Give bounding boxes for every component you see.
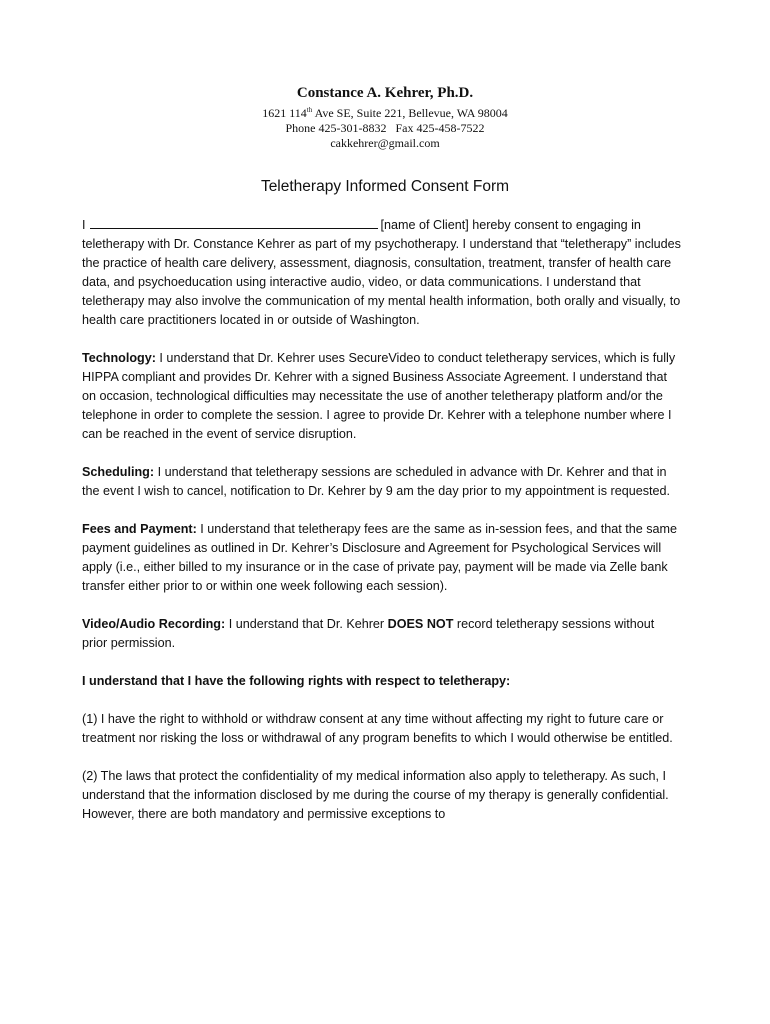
rights-heading: I understand that I have the following rights with respect to teletherapy: [82,674,511,688]
practitioner-name: Constance A. Kehrer, Ph.D. [296,85,474,101]
address-suffix: th [306,106,313,114]
scheduling-heading: Scheduling: [82,465,155,479]
fees-paragraph [82,520,682,596]
fees-heading: Fees and Payment: [82,522,197,536]
form-title: Teletherapy Informed Consent Form [260,178,510,195]
recording-text-before: I understand that Dr. Kehrer [225,617,388,631]
recording-emphasis: DOES NOT [387,617,454,631]
right-item-2: (2) The laws that protect the confidentiality of my medical information also apply to teletherapy. As such, I understand that the information disclosed by me during the course of my therapy is generally confidential. However, there are both mandatory and permissive exceptions to [82,769,669,821]
recording-text-after: record teletherapy sessions without prior permission. [82,617,655,650]
letterhead [0,84,770,151]
scheduling-text: I understand that teletherapy sessions are scheduled in advance with Dr. Kehrer and that in the event I wish to cancel, notification to Dr. Kehrer by 9 am the day prior to my appointment is requested. [82,465,671,498]
recording-heading: Video/Audio Recording: [82,617,226,631]
client-name-blank[interactable] [90,216,378,229]
technology-text: I understand that Dr. Kehrer uses SecureVideo to conduct teletherapy services, which is fully HIPPA compliant and provides Dr. Kehrer with a signed Business Associate Agreement. I understand that on occasion, technological difficulties may necessitate the use of another teletherapy platform and/or the telephone in order to complete the session. I agree to provide Dr. Kehrer with a telephone number where I can be reached in the event of service disruption. [82,351,676,441]
intro-prefix: I [82,218,86,232]
scheduling-paragraph [82,463,682,501]
phone-fax-line: Phone 425-301-8832 Fax 425-458-7522 [285,121,485,135]
fees-text: I understand that teletherapy fees are the same as in-session fees, and that the same payment guidelines as outlined in Dr. Kehrer’s Disclosure and Agreement for Psychological Services will apply (i.e., either billed to my insurance or in the case of private pay, payment will be made via Zelle bank transfer either prior to or within one week following each session). [82,522,678,593]
right-item-1: (1) I have the right to withhold or withdraw consent at any time without affecting my right to future care or treatment nor risking the loss or withdrawal of any program benefits to which I would otherwise be entitled. [82,712,673,745]
technology-heading: Technology: [82,351,156,365]
address-line [0,103,770,121]
technology-paragraph [82,349,682,444]
email-line: cakkehrer@gmail.com [330,136,440,150]
address-number: 1621 114 [262,106,307,120]
intro-text: [name of Client] hereby consent to engaging in teletherapy with Dr. Constance Kehrer as part of my psychotherapy. I understand that “teletherapy” includes the practice of health care delivery, assessment, diagnosis, consultation, treatment, transfer of health care data, and psychoeducation using interactive audio, video, or data communications. I understand that teletherapy may also involve the communication of my mental health information, both orally and visually, to health care practitioners located in or outside of Washington. [82,218,681,327]
recording-paragraph [82,615,682,653]
intro-paragraph [82,216,682,330]
consent-body [82,216,682,843]
address-rest: Ave SE, Suite 221, Bellevue, WA 98004 [312,106,508,120]
